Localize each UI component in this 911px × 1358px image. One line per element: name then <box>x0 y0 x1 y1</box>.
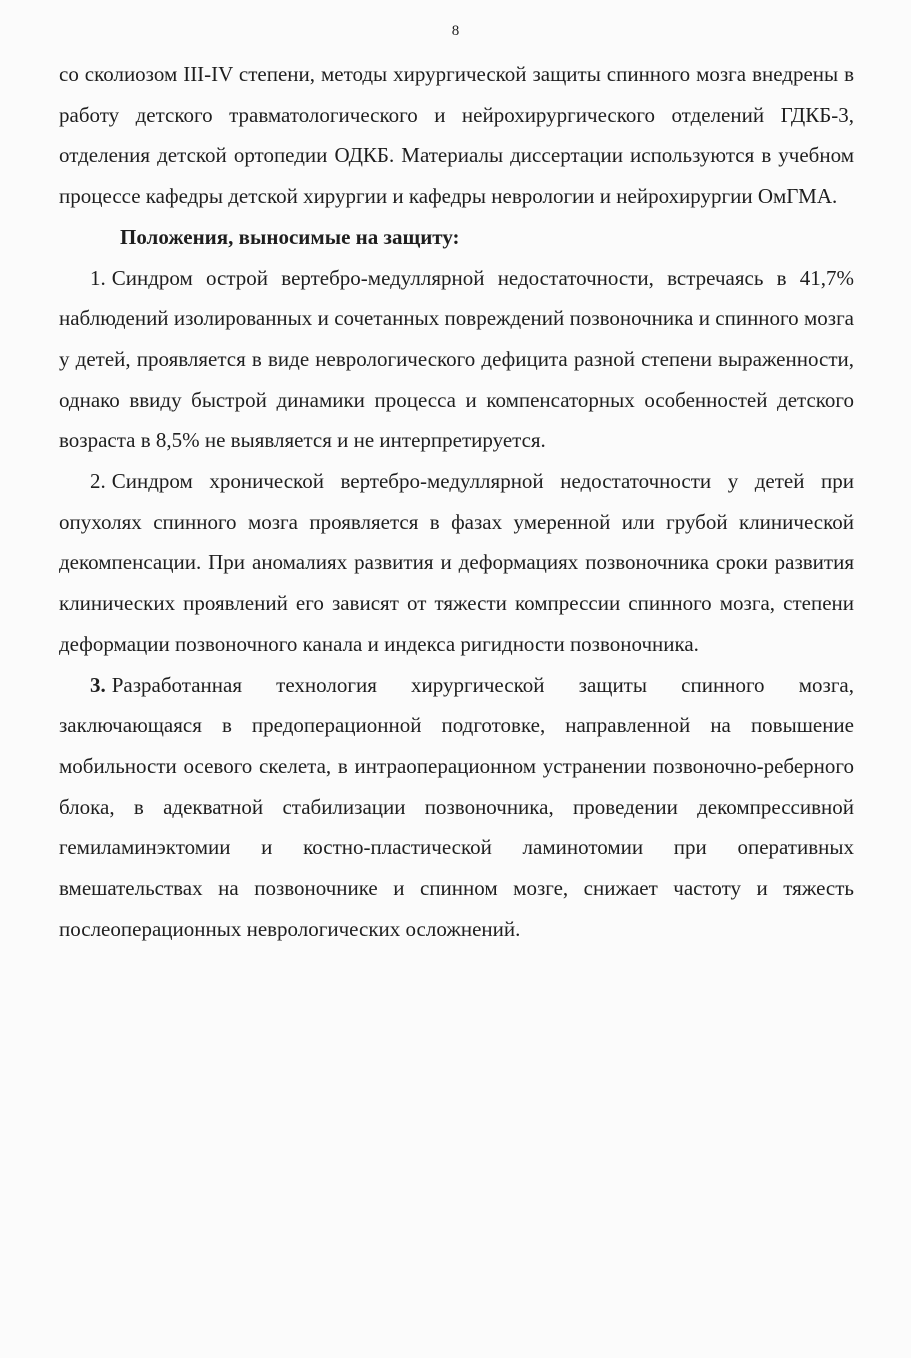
page-number: 8 <box>451 23 460 39</box>
thesis-item-2 <box>59 461 854 665</box>
intro-paragraph: со сколиозом III-IV степени, методы хирургической защиты спинного мозга внедрены в работу детского травматологического и нейрохирургического отделений ГДКБ-3, отделения детской ортопедии ОДКБ. Материалы диссертации используются в учебном процессе кафедры детской хирургии и кафедры неврологии и нейрохирургии ОмГМА. <box>59 62 854 209</box>
thesis-item-1-number: 1. <box>90 265 106 290</box>
thesis-item-2-number: 2. <box>90 469 106 494</box>
body-text <box>59 54 854 949</box>
thesis-item-3-text: Разработанная технология хирургической защиты спинного мозга, заключающаяся в предоперационной подготовке, направленной на повышение мобильности осевого скелета, в интраоперационном устранении позвоночно-реберного блока, в адекватной стабилизации позвоночника, проведении декомпрессивной гемиламинэктомии и костно-пластической ламинотомии при оперативных вмешательствах на позвоночнике и спинном мозге, снижает частоту и тяжесть послеоперационных неврологических осложнений. <box>59 672 854 941</box>
thesis-item-3 <box>59 665 854 950</box>
thesis-item-3-number: 3. <box>90 672 106 697</box>
thesis-item-1-text: Синдром острой вертебро-медуллярной недостаточности, встречаясь в 41,7% наблюдений изолированных и сочетанных повреждений позвоночника и спинного мозга у детей, проявляется в виде неврологического дефицита разной степени выраженности, однако ввиду быстрой динамики процесса и компенсаторных особенностей детского возраста в 8,5% не выявляется и не интерпретируется. <box>59 265 854 453</box>
thesis-item-1 <box>59 258 854 462</box>
thesis-item-2-text: Синдром хронической вертебро-медуллярной недостаточности у детей при опухолях спинного мозга проявляется в фазах умеренной или грубой клинической декомпенсации. При аномалиях развития и деформациях позвоночника сроки развития клинических проявлений его зависят от тяжести компрессии спинного мозга, степени деформации позвоночного канала и индекса ригидности позвоночника. <box>59 469 854 656</box>
section-heading: Положения, выносимые на защиту: <box>120 224 460 249</box>
